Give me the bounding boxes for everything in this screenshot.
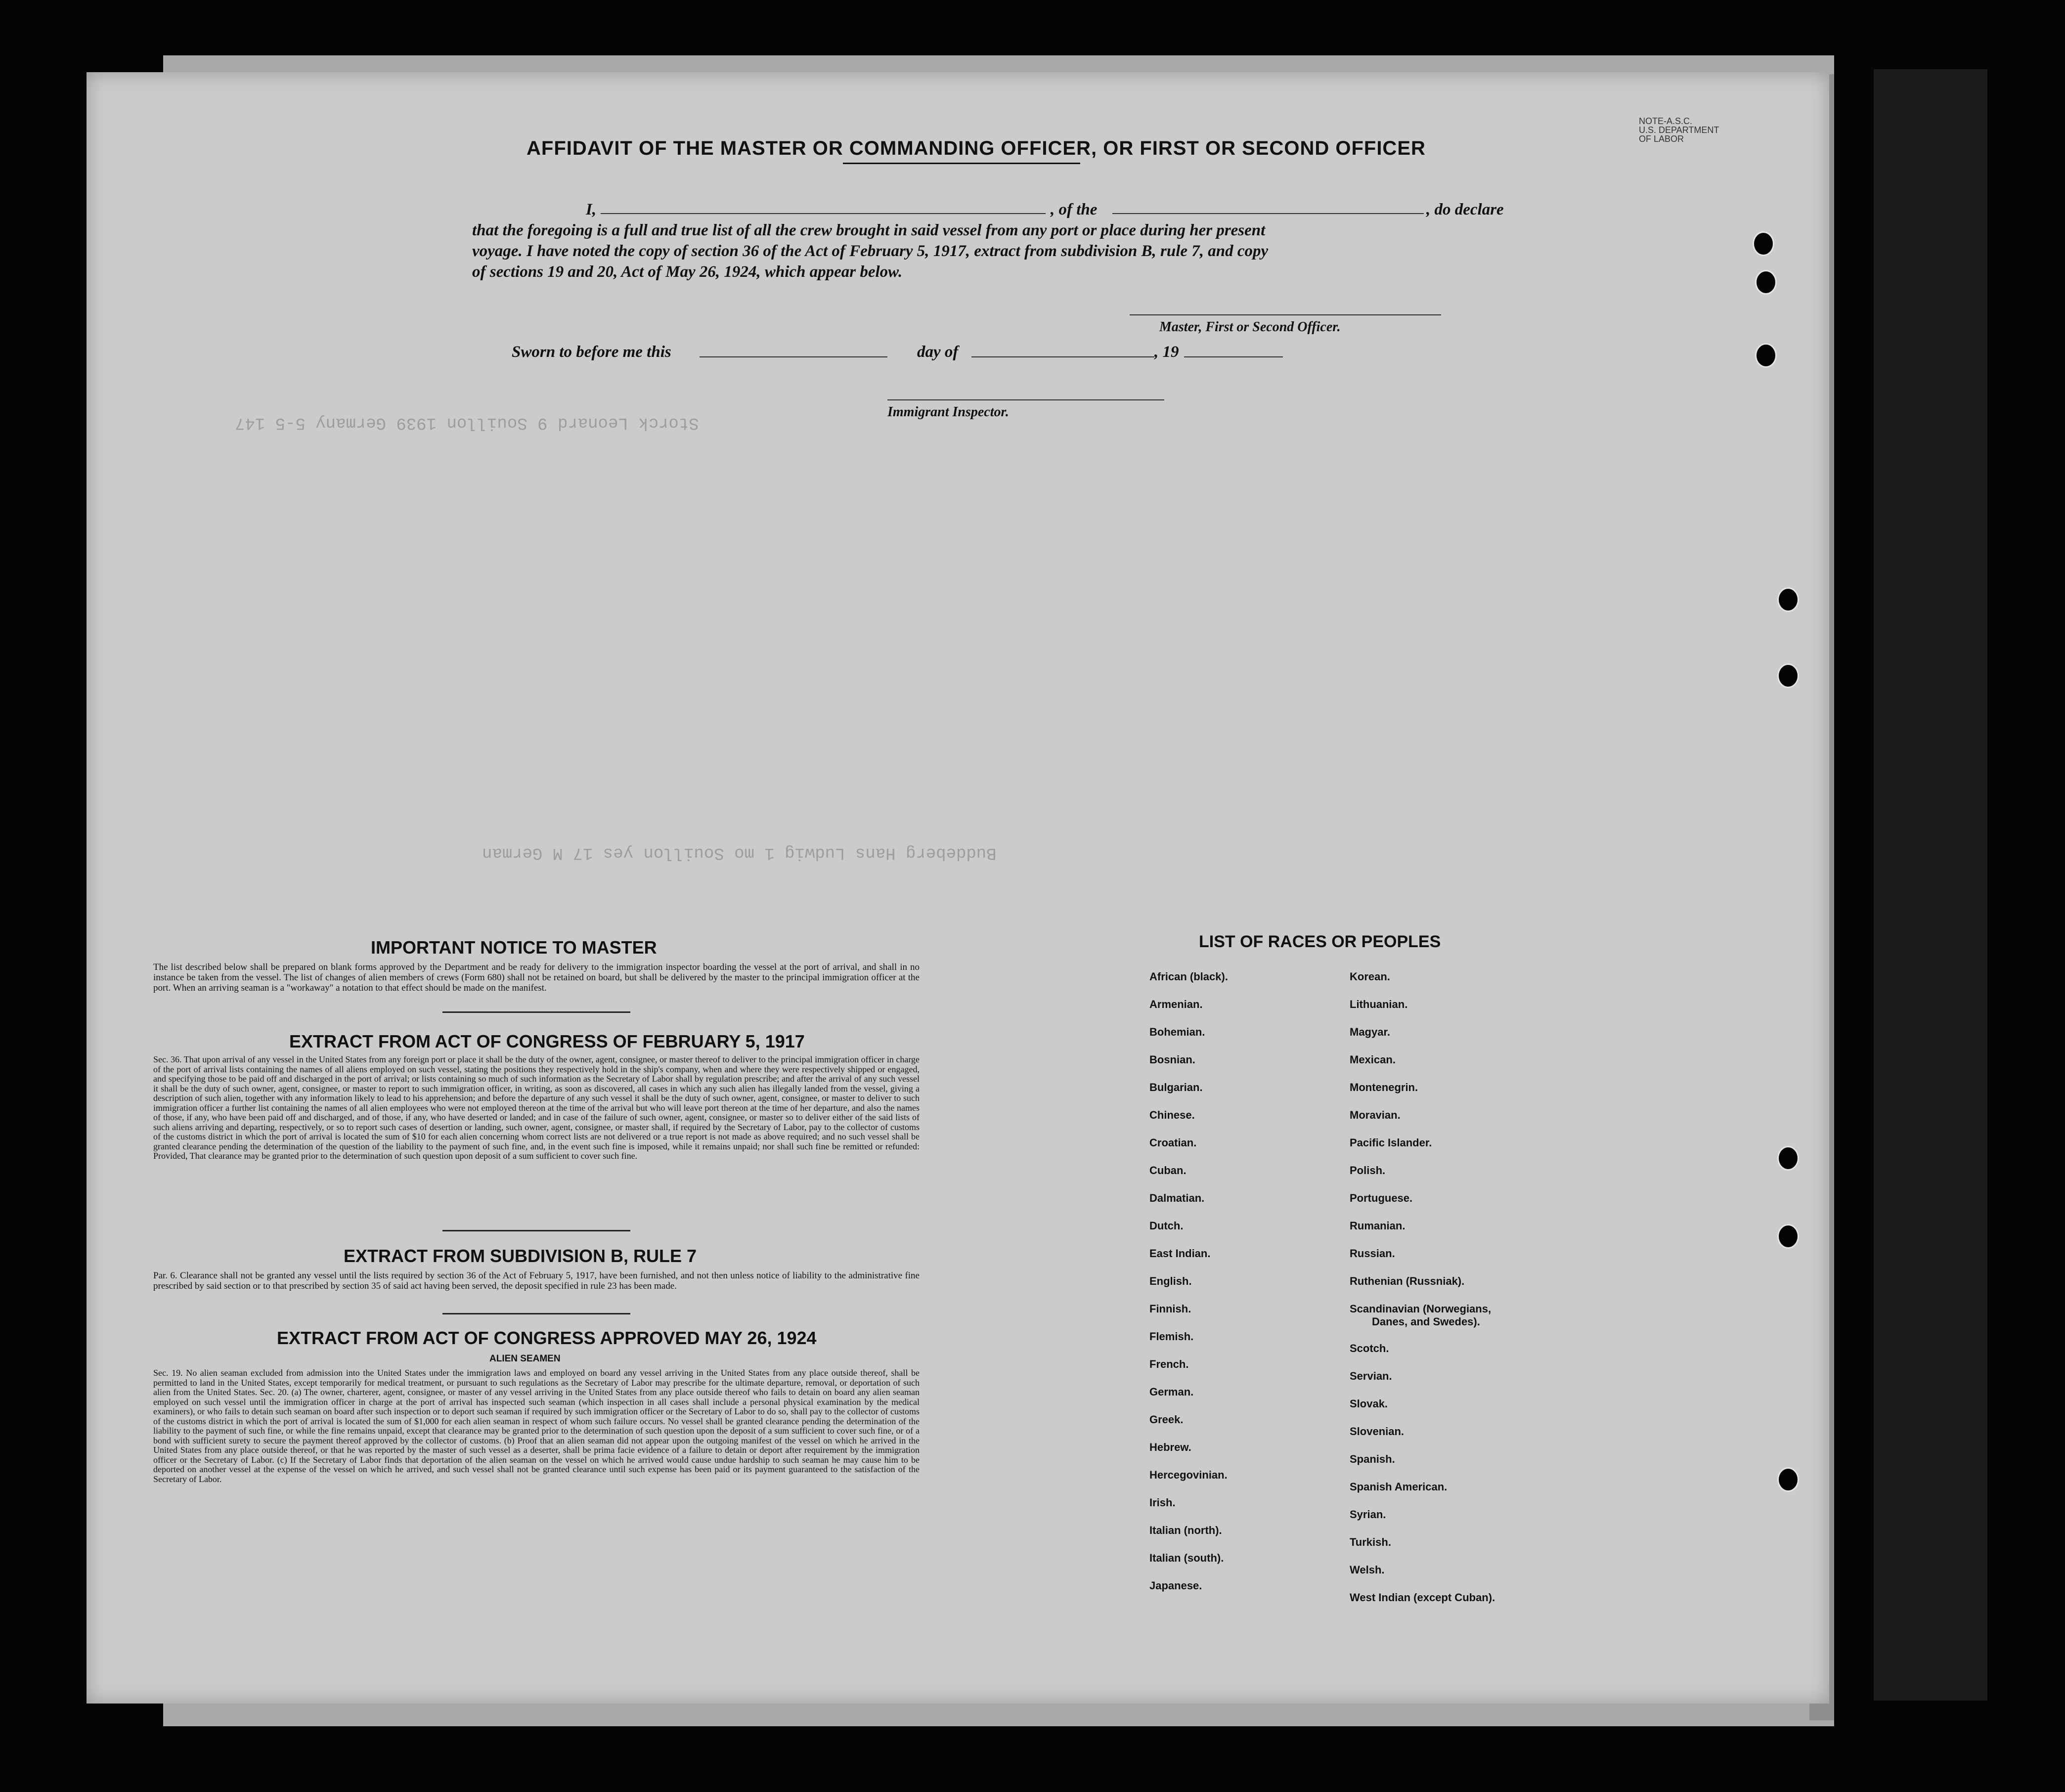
- race-item: Turkish.: [1350, 1536, 1391, 1548]
- binder-hole: [1777, 1224, 1799, 1249]
- race-item: Moravian.: [1350, 1109, 1401, 1121]
- race-item: Lithuanian.: [1350, 998, 1408, 1010]
- race-item: Syrian.: [1350, 1508, 1386, 1521]
- document-page: [87, 72, 1829, 1704]
- race-item: Croatian.: [1149, 1136, 1197, 1149]
- sworn-year: , 19: [1154, 343, 1179, 361]
- affidavit-line2: that the foregoing is a full and true list of all the crew brought in said vessel from any port or place during her present: [472, 221, 1266, 239]
- rule7-body: Par. 6. Clearance shall not be granted any vessel until the lists required by section 36 of the Act of February 5, 1917, have been furnished, and not then unless notice of liability to the administrative fine prescribed by said section or to that prescribed by section 35 of said act having been served, the deposit specified in rule 23 has been made.: [153, 1270, 920, 1291]
- race-item: Servian.: [1350, 1370, 1392, 1382]
- race-item: Polish.: [1350, 1164, 1386, 1177]
- race-item: Flemish.: [1149, 1330, 1194, 1343]
- extract-1917-body: Sec. 36. That upon arrival of any vessel in the United States from any foreign port or place it shall be the duty of the owner, agent, consignee, or master thereof to deliver to the principal immigration officer in charge of the port of arrival lists containing the names of all aliens employed on such vessel, stating the positions they respectively hold in the ship's company, when and where they were respectively shipped or engaged, and specifying those to be paid off and discharged in the port of arrival; or lists containing so much of such information as the Secretary of Labor shall by regulation prescribe; and after the arrival of any such vessel it shall be the duty of such owner, agent, consignee, or master to report to such immigration officer, in writing, as soon as discovered, all cases in which any such alien has illegally landed from the vessel, giving a description of such alien, together with any information likely to lead to his apprehension; and before the departure of any such vessel it shall be the duty of such owner, agent, consignee, or master to deliver to such immigration officer a further list containing the names of all alien employees who were not employed thereon at the time of the arrival but who will leave port thereon at the time of her departure, and also the names of those, if any, who have been paid off and discharged, and of those, if any, who have deserted or landed; and in case of the failure of such owner, agent, consignee, or master so to deliver either of the said lists of such aliens arriving and departing, respectively, or so to report such cases of desertion or landing, such owner, agent, consignee, or master shall, if required by the Secretary of Labor, pay to the collector of customs of the customs district in which the port of arrival is located the sum of $10 for each alien concerning whom correct lists are not delivered or a true report is not made as above required; and no such vessel shall be granted clearance pending the determination of the question of the liability to the payment of such fine, and, in the event such fine is imposed, while it remains unpaid; nor shall such fine be remitted or refunded: Provided, That clearance may be granted prior to the determination of such question upon deposit of a sum sufficient to cover such fine.: [153, 1054, 920, 1161]
- race-item: English.: [1149, 1275, 1192, 1287]
- race-item: Cuban.: [1149, 1164, 1186, 1177]
- race-item: French.: [1149, 1358, 1189, 1370]
- section-divider: [442, 1313, 630, 1314]
- binder-edge: [1874, 69, 1987, 1701]
- race-item: Spanish American.: [1350, 1481, 1448, 1493]
- races-title: LIST OF RACES OR PEOPLES: [1199, 932, 1441, 951]
- race-item: Italian (north).: [1149, 1524, 1222, 1536]
- race-item: Hebrew.: [1149, 1441, 1191, 1453]
- bleed-through-text: Buddeberg Hans Ludwig 1 mo Souillon yes 17 M German: [482, 843, 997, 862]
- sworn-day-of: day of: [917, 343, 959, 361]
- race-item: German.: [1149, 1386, 1194, 1398]
- binder-hole: [1755, 270, 1777, 295]
- affidavit-line1-declare: , do declare: [1426, 201, 1504, 219]
- race-item: Armenian.: [1149, 998, 1203, 1010]
- vessel-blank[interactable]: [1112, 213, 1424, 214]
- race-item: Greek.: [1149, 1413, 1184, 1426]
- race-item: African (black).: [1149, 970, 1228, 983]
- binder-hole: [1777, 1146, 1799, 1171]
- race-item: Welsh.: [1350, 1564, 1385, 1576]
- bleed-through-text: Storck Leonard 9 Souillon 1939 Germany 5-5 147: [235, 413, 699, 432]
- notice-body: The list described below shall be prepared on blank forms approved by the Department and be ready for delivery to the immigration inspector boarding the vessel at the port of arrival, and shall in no instance be taken from the vessel. The list of changes of alien members of crews (Form 680) shall not be retained on board, but shall be delivered by the master to the principal immigration officer at the port. When an arriving seaman is a "workaway" a notation to that effect should be made on the manifest.: [153, 962, 920, 993]
- race-item: Magyar.: [1350, 1026, 1390, 1038]
- affidavit-line3: voyage. I have noted the copy of section 36 of the Act of February 5, 1917, extract from subdivision B, rule 7, and copy: [472, 242, 1269, 260]
- race-item: Rumanian.: [1350, 1220, 1406, 1232]
- race-item: Finnish.: [1149, 1303, 1191, 1315]
- race-item: Slovenian.: [1350, 1425, 1405, 1438]
- extract-1917-title: EXTRACT FROM ACT OF CONGRESS OF FEBRUARY 5, 1917: [289, 1031, 805, 1051]
- binder-hole: [1777, 663, 1799, 688]
- corner-note-line: NOTE-A.S.C.: [1639, 116, 1693, 126]
- section-divider: [442, 1011, 630, 1013]
- race-item: Italian (south).: [1149, 1552, 1224, 1564]
- race-item: Spanish.: [1350, 1453, 1395, 1465]
- sworn-year-blank[interactable]: [1184, 356, 1283, 357]
- race-item: Danes, and Swedes).: [1372, 1315, 1480, 1328]
- sworn-day-blank[interactable]: [700, 356, 887, 357]
- rule7-title: EXTRACT FROM SUBDIVISION B, RULE 7: [344, 1246, 697, 1266]
- race-item: Russian.: [1350, 1247, 1395, 1260]
- sworn-month-blank[interactable]: [971, 356, 1154, 357]
- race-item: Dalmatian.: [1149, 1192, 1205, 1204]
- race-item: Scandinavian (Norwegians,: [1350, 1303, 1492, 1315]
- race-item: Dutch.: [1149, 1220, 1184, 1232]
- race-item: Bulgarian.: [1149, 1081, 1203, 1093]
- sworn-label: Sworn to before me this: [512, 343, 671, 361]
- affidavit-title: AFFIDAVIT OF THE MASTER OR COMMANDING OFFICER, OR FIRST OR SECOND OFFICER: [527, 137, 1426, 159]
- affidavit-line4: of sections 19 and 20, Act of May 26, 1924, which appear below.: [472, 263, 903, 281]
- inspector-signature-line[interactable]: [887, 399, 1164, 400]
- binder-hole: [1777, 1467, 1799, 1492]
- notice-title: IMPORTANT NOTICE TO MASTER: [371, 937, 657, 958]
- race-item: Hercegovinian.: [1149, 1469, 1228, 1481]
- corner-note-line: OF LABOR: [1639, 134, 1684, 144]
- race-item: Korean.: [1350, 970, 1390, 983]
- race-item: Chinese.: [1149, 1109, 1195, 1121]
- race-item: East Indian.: [1149, 1247, 1211, 1260]
- race-item: Ruthenian (Russniak).: [1350, 1275, 1465, 1287]
- race-item: Montenegrin.: [1350, 1081, 1418, 1093]
- corner-note-line: U.S. DEPARTMENT: [1639, 125, 1719, 135]
- race-item: Slovak.: [1350, 1398, 1388, 1410]
- affidavit-title-underline: [843, 163, 1080, 164]
- extract-1924-title: EXTRACT FROM ACT OF CONGRESS APPROVED MAY 26, 1924: [277, 1328, 817, 1348]
- binder-hole: [1755, 343, 1777, 368]
- binder-hole: [1777, 587, 1799, 612]
- race-item: Pacific Islander.: [1350, 1136, 1432, 1149]
- master-signature-line[interactable]: [1130, 314, 1441, 315]
- section-divider: [442, 1230, 630, 1231]
- inspector-signature-label: Immigrant Inspector.: [887, 404, 1009, 420]
- race-item: Japanese.: [1149, 1579, 1202, 1592]
- race-item: West Indian (except Cuban).: [1350, 1591, 1495, 1604]
- race-item: Bohemian.: [1149, 1026, 1205, 1038]
- race-item: Mexican.: [1350, 1053, 1396, 1066]
- binder-hole: [1753, 231, 1774, 256]
- master-signature-label: Master, First or Second Officer.: [1159, 319, 1341, 335]
- race-item: Bosnian.: [1149, 1053, 1195, 1066]
- corner-note: [1639, 117, 1719, 143]
- race-item: Irish.: [1149, 1496, 1176, 1509]
- extract-1924-body: Sec. 19. No alien seaman excluded from admission into the United States under the immigration laws and employed on board any vessel arriving in the United States from any place outside thereof, shall be permitted to land in the United States, except temporarily for medical treatment, or pursuant to such regulations as the Secretary of Labor may prescribe for the ultimate departure, removal, or deportation of such alien from the United States. Sec. 20. (a) The owner, charterer, agent, consignee, or master of any vessel arriving in the United States from any place outside thereof who fails to detain on board any alien seaman employed on such vessel until the immigration officer in charge at the port of arrival has inspected such seaman (which inspection in all cases shall include a personal physical examination by the medical examiners), or who fails to detain such seaman on board after such inspection or to deport such seaman if required by such immigration officer or the Secretary of Labor to do so, shall pay to the collector of customs of the customs district in which the port of arrival is located the sum of $1,000 for each alien seaman in respect of whom such failure occurs. No vessel shall be granted clearance pending the determination of the liability to the payment of such fine, or while the fine remains unpaid, except that clearance may be granted prior to the determination of such question upon the deposit of a sum sufficient to cover such fine, or of a bond with sufficient surety to secure the payment thereof approved by the collector of customs. (b) Proof that an alien seaman did not appear upon the outgoing manifest of the vessel on which he arrived in the United States from any place outside thereof, or that he was reported by the master of such vessel as a deserter, shall be prima facie evidence of a failure to detain or deport after requirement by the immigration officer or the Secretary of Labor. (c) If the Secretary of Labor finds that deportation of the alien seaman on the vessel on which he arrived would cause undue hardship to such seaman he may cause him to be deported on another vessel at the expense of the vessel on which he arrived, and such vessel shall not be granted clearance until such expense has been paid or its payment guaranteed to the satisfaction of the Secretary of Labor.: [153, 1368, 920, 1484]
- affidavit-line1-i: I,: [586, 201, 597, 219]
- affidavit-line1-of-the: , of the: [1051, 201, 1098, 219]
- extract-1924-subtitle: ALIEN SEAMEN: [489, 1354, 561, 1364]
- race-item: Portuguese.: [1350, 1192, 1413, 1204]
- name-blank[interactable]: [601, 213, 1046, 214]
- race-item: Scotch.: [1350, 1342, 1389, 1355]
